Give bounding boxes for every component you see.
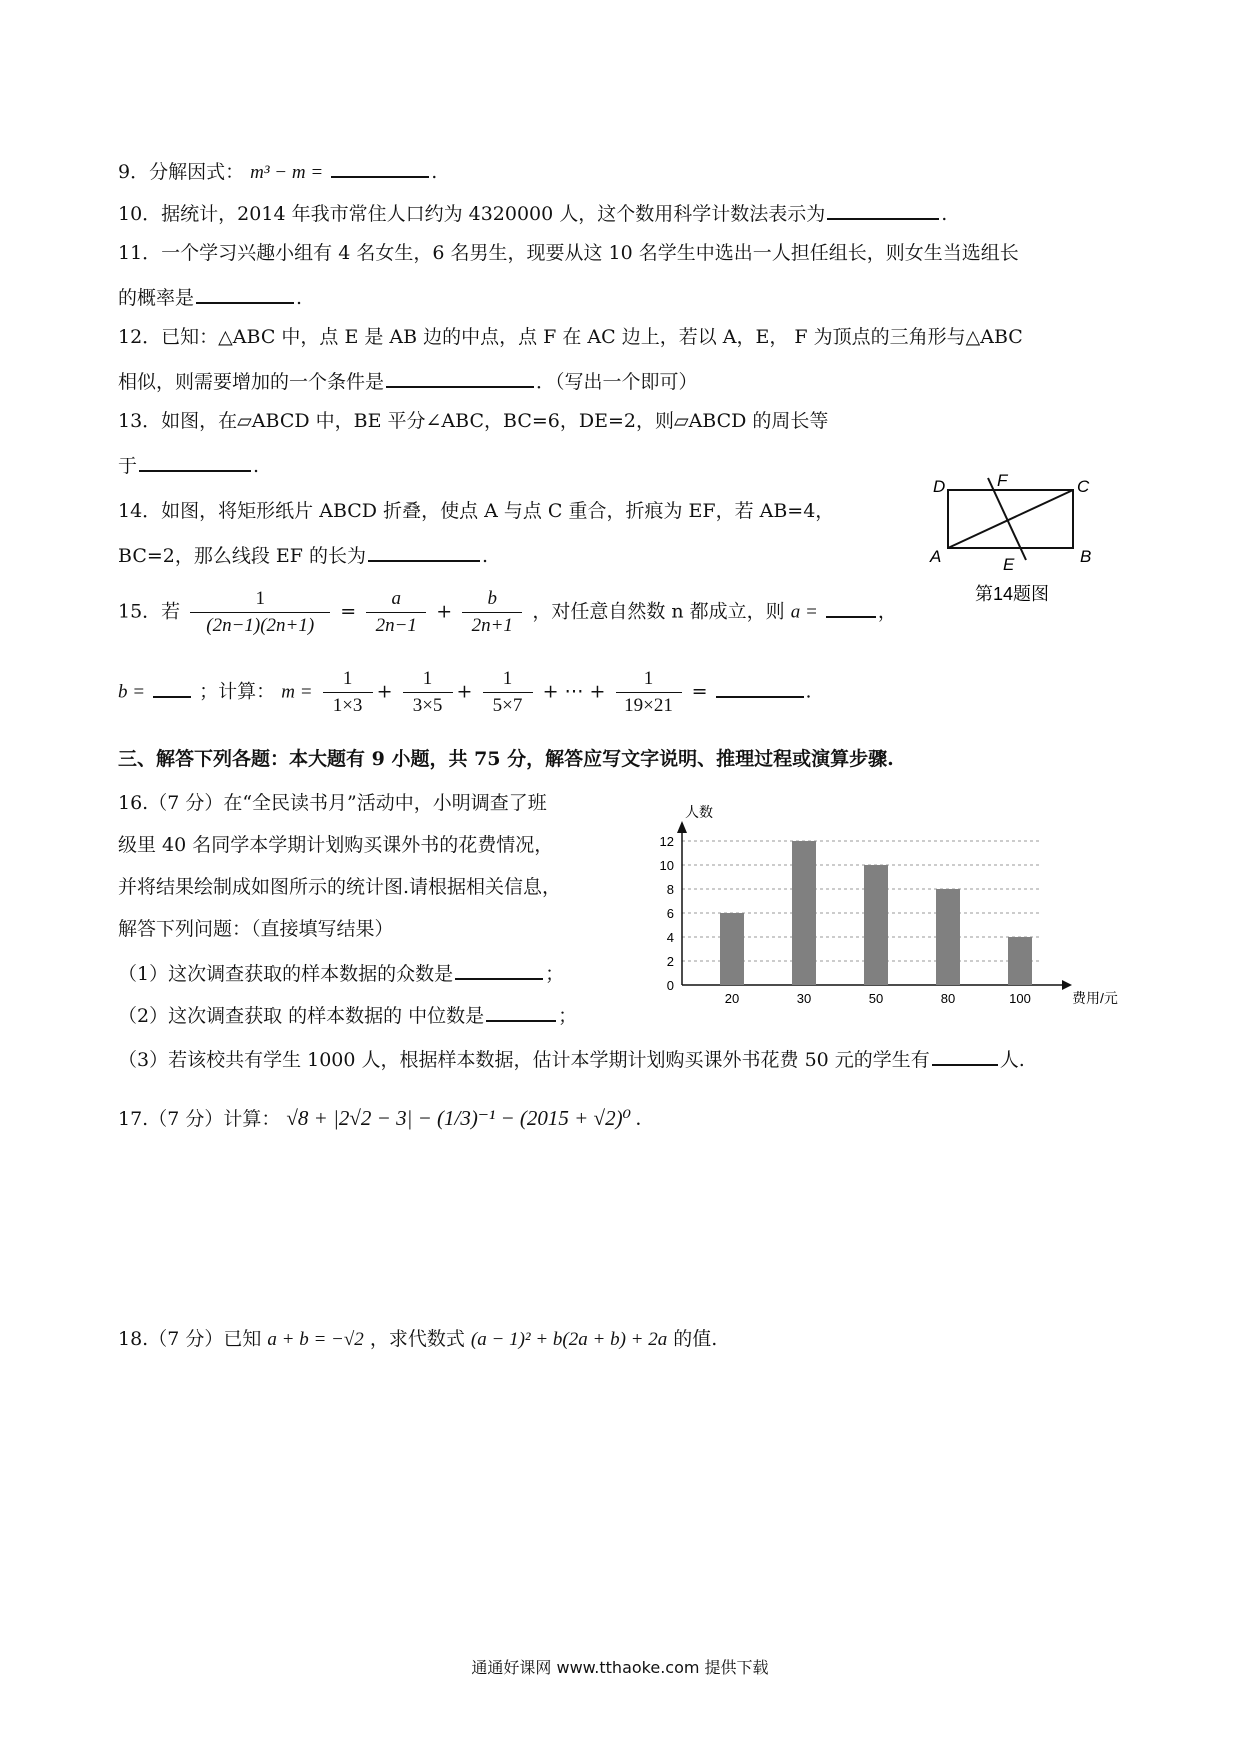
x-axis-arrow (1062, 980, 1072, 990)
q14-figure (925, 470, 1125, 610)
x-tick-label: 30 (796, 991, 812, 1006)
q18-given: a + b = −√2 (267, 1329, 364, 1350)
label-a: A (930, 547, 942, 566)
bar (720, 913, 744, 985)
question-15-line2: b = ；计算： m = $\frac{1}{1\times 3}$ + $\frac{1}{3\times 5}$ + $\frac{1}{5\times 7}$ + ⋯ + $\frac{1}{19\times 21}$ = . (118, 668, 812, 716)
fraction: $\frac{1}{(2n-1)(2n+1)}$ (190, 588, 330, 637)
label-b: B (1080, 547, 1092, 566)
bar (936, 889, 960, 985)
question-17: 17.（7 分）计算： √8 + |2√2 − 3| − (1/3)⁻¹ − (2015 + √2)⁰ . (118, 1106, 642, 1130)
y-tick-label: 0 (666, 978, 674, 993)
question-18: 18.（7 分）已知 a + b = −√2 ，求代数式 (a − 1)² + b(2a + b) + 2a 的值. (118, 1328, 718, 1350)
q9-expression: m³ − m = (250, 162, 324, 183)
answer-blank-b[interactable] (153, 676, 191, 698)
fraction: $\frac{1}{1\times 3}$ (323, 668, 373, 717)
question-16-line4: 解答下列问题：（直接填写结果） (118, 918, 394, 940)
answer-blank[interactable] (486, 1000, 556, 1022)
bar-chart (640, 795, 1140, 1020)
question-14-line1: 14．如图，将矩形纸片 ABCD 折叠，使点 A 与点 C 重合，折痕为 EF，若 AB=4， (118, 500, 835, 522)
answer-blank[interactable] (139, 450, 251, 472)
section-3-heading: 三、解答下列各题：本大题有 9 小题，共 75 分，解答应写文字说明、推理过程或演算步骤. (118, 748, 894, 770)
q17-expression: √8 + |2√2 − 3| − (1/3)⁻¹ − (2015 + √2)⁰ . (286, 1106, 642, 1130)
x-tick-label: 50 (868, 991, 884, 1006)
bar (792, 841, 816, 985)
question-12-line2: 相似，则需要增加的一个条件是 ．（写出一个即可） (118, 366, 698, 395)
question-12-line1: 12．已知：△ABC 中，点 E 是 AB 边的中点，点 F 在 AC 边上，若以 A，E， F 为顶点的三角形与△ABC (118, 326, 1023, 348)
y-tick-label: 10 (659, 858, 674, 873)
answer-blank-a[interactable] (826, 596, 876, 618)
x-axis-label: 费用/元 (1072, 990, 1118, 1006)
bar (864, 865, 888, 985)
question-15-line1: 15．若 $\frac{1}{(2n-1)(2n+1)}$ = $\frac{a}{2n-1}$ + $\frac{b}{2n+1}$ ，对任意自然数 n 都成立，则 a = ， (118, 588, 897, 636)
question-11-line1: 11．一个学习兴趣小组有 4 名女生，6 名男生，现要从这 10 名学生中选出一人担任组长，则女生当选组长 (118, 242, 1019, 264)
fraction: $\frac{1}{19\times 21}$ (616, 668, 682, 717)
question-16-line3: 并将结果绘制成如图所示的统计图.请根据相关信息， (118, 876, 562, 898)
label-c: C (1077, 477, 1090, 496)
answer-blank[interactable] (331, 156, 429, 178)
label-f: F (997, 471, 1008, 490)
question-9: 9．分解因式： m³ − m = . (118, 156, 437, 186)
question-16-sub1: （1）这次调查获取的样本数据的众数是 ； (118, 958, 564, 987)
answer-blank[interactable] (455, 958, 543, 980)
x-tick-label: 20 (724, 991, 740, 1006)
y-tick-label: 2 (666, 954, 674, 969)
y-tick-label: 6 (666, 906, 674, 921)
question-14-line2: BC=2，那么线段 EF 的长为 . (118, 540, 488, 569)
answer-blank[interactable] (368, 540, 480, 562)
fraction: $\frac{1}{5\times 7}$ (483, 668, 533, 717)
y-tick-label: 8 (666, 882, 674, 897)
question-16-sub2: （2）这次调查获取 的样本数据的 中位数是 ； (118, 1000, 577, 1029)
y-tick-label: 12 (659, 834, 674, 849)
fraction: $\frac{a}{2n-1}$ (366, 588, 426, 637)
answer-blank[interactable] (386, 366, 534, 388)
fraction: $\frac{b}{2n+1}$ (462, 588, 522, 637)
y-axis-arrow (677, 821, 687, 833)
question-13-line1: 13．如图，在▱ABCD 中，BE 平分∠ABC，BC=6，DE=2，则▱ABCD 的周长等 (118, 410, 829, 432)
question-10: 10．据统计，2014 年我市常住人口约为 4320000 人，这个数用科学计数法表示为 . (118, 198, 947, 227)
fraction: $\frac{1}{3\times 5}$ (403, 668, 453, 717)
page-footer: 通通好课网 www.tthaoke.com 提供下载 (471, 1658, 769, 1677)
answer-blank[interactable] (196, 282, 294, 304)
label-d: D (933, 477, 946, 496)
q18-expression: (a − 1)² + b(2a + b) + 2a (470, 1329, 668, 1350)
answer-blank[interactable] (827, 198, 939, 220)
answer-blank[interactable] (932, 1044, 998, 1066)
label-e: E (1003, 555, 1015, 574)
x-tick-label: 100 (1009, 991, 1031, 1006)
question-13-line2: 于 . (118, 450, 259, 479)
bar (1008, 937, 1032, 985)
y-axis-label: 人数 (685, 804, 713, 820)
x-tick-label: 80 (940, 991, 956, 1006)
question-11-line2: 的概率是 . (118, 282, 302, 311)
answer-blank-m[interactable] (716, 676, 804, 698)
question-16-line1: 16.（7 分）在“全民读书月”活动中，小明调查了班 (118, 792, 547, 814)
diagonal-ac (948, 490, 1073, 548)
figure-caption: 第14题图 (975, 584, 1050, 604)
question-16-sub3: （3）若该校共有学生 1000 人，根据样本数据，估计本学期计划购买课外书花费 50 元的学生有 人. (118, 1044, 1025, 1073)
y-tick-label: 4 (666, 930, 674, 945)
question-16-line2: 级里 40 名同学本学期计划购买课外书的花费情况， (118, 834, 554, 856)
